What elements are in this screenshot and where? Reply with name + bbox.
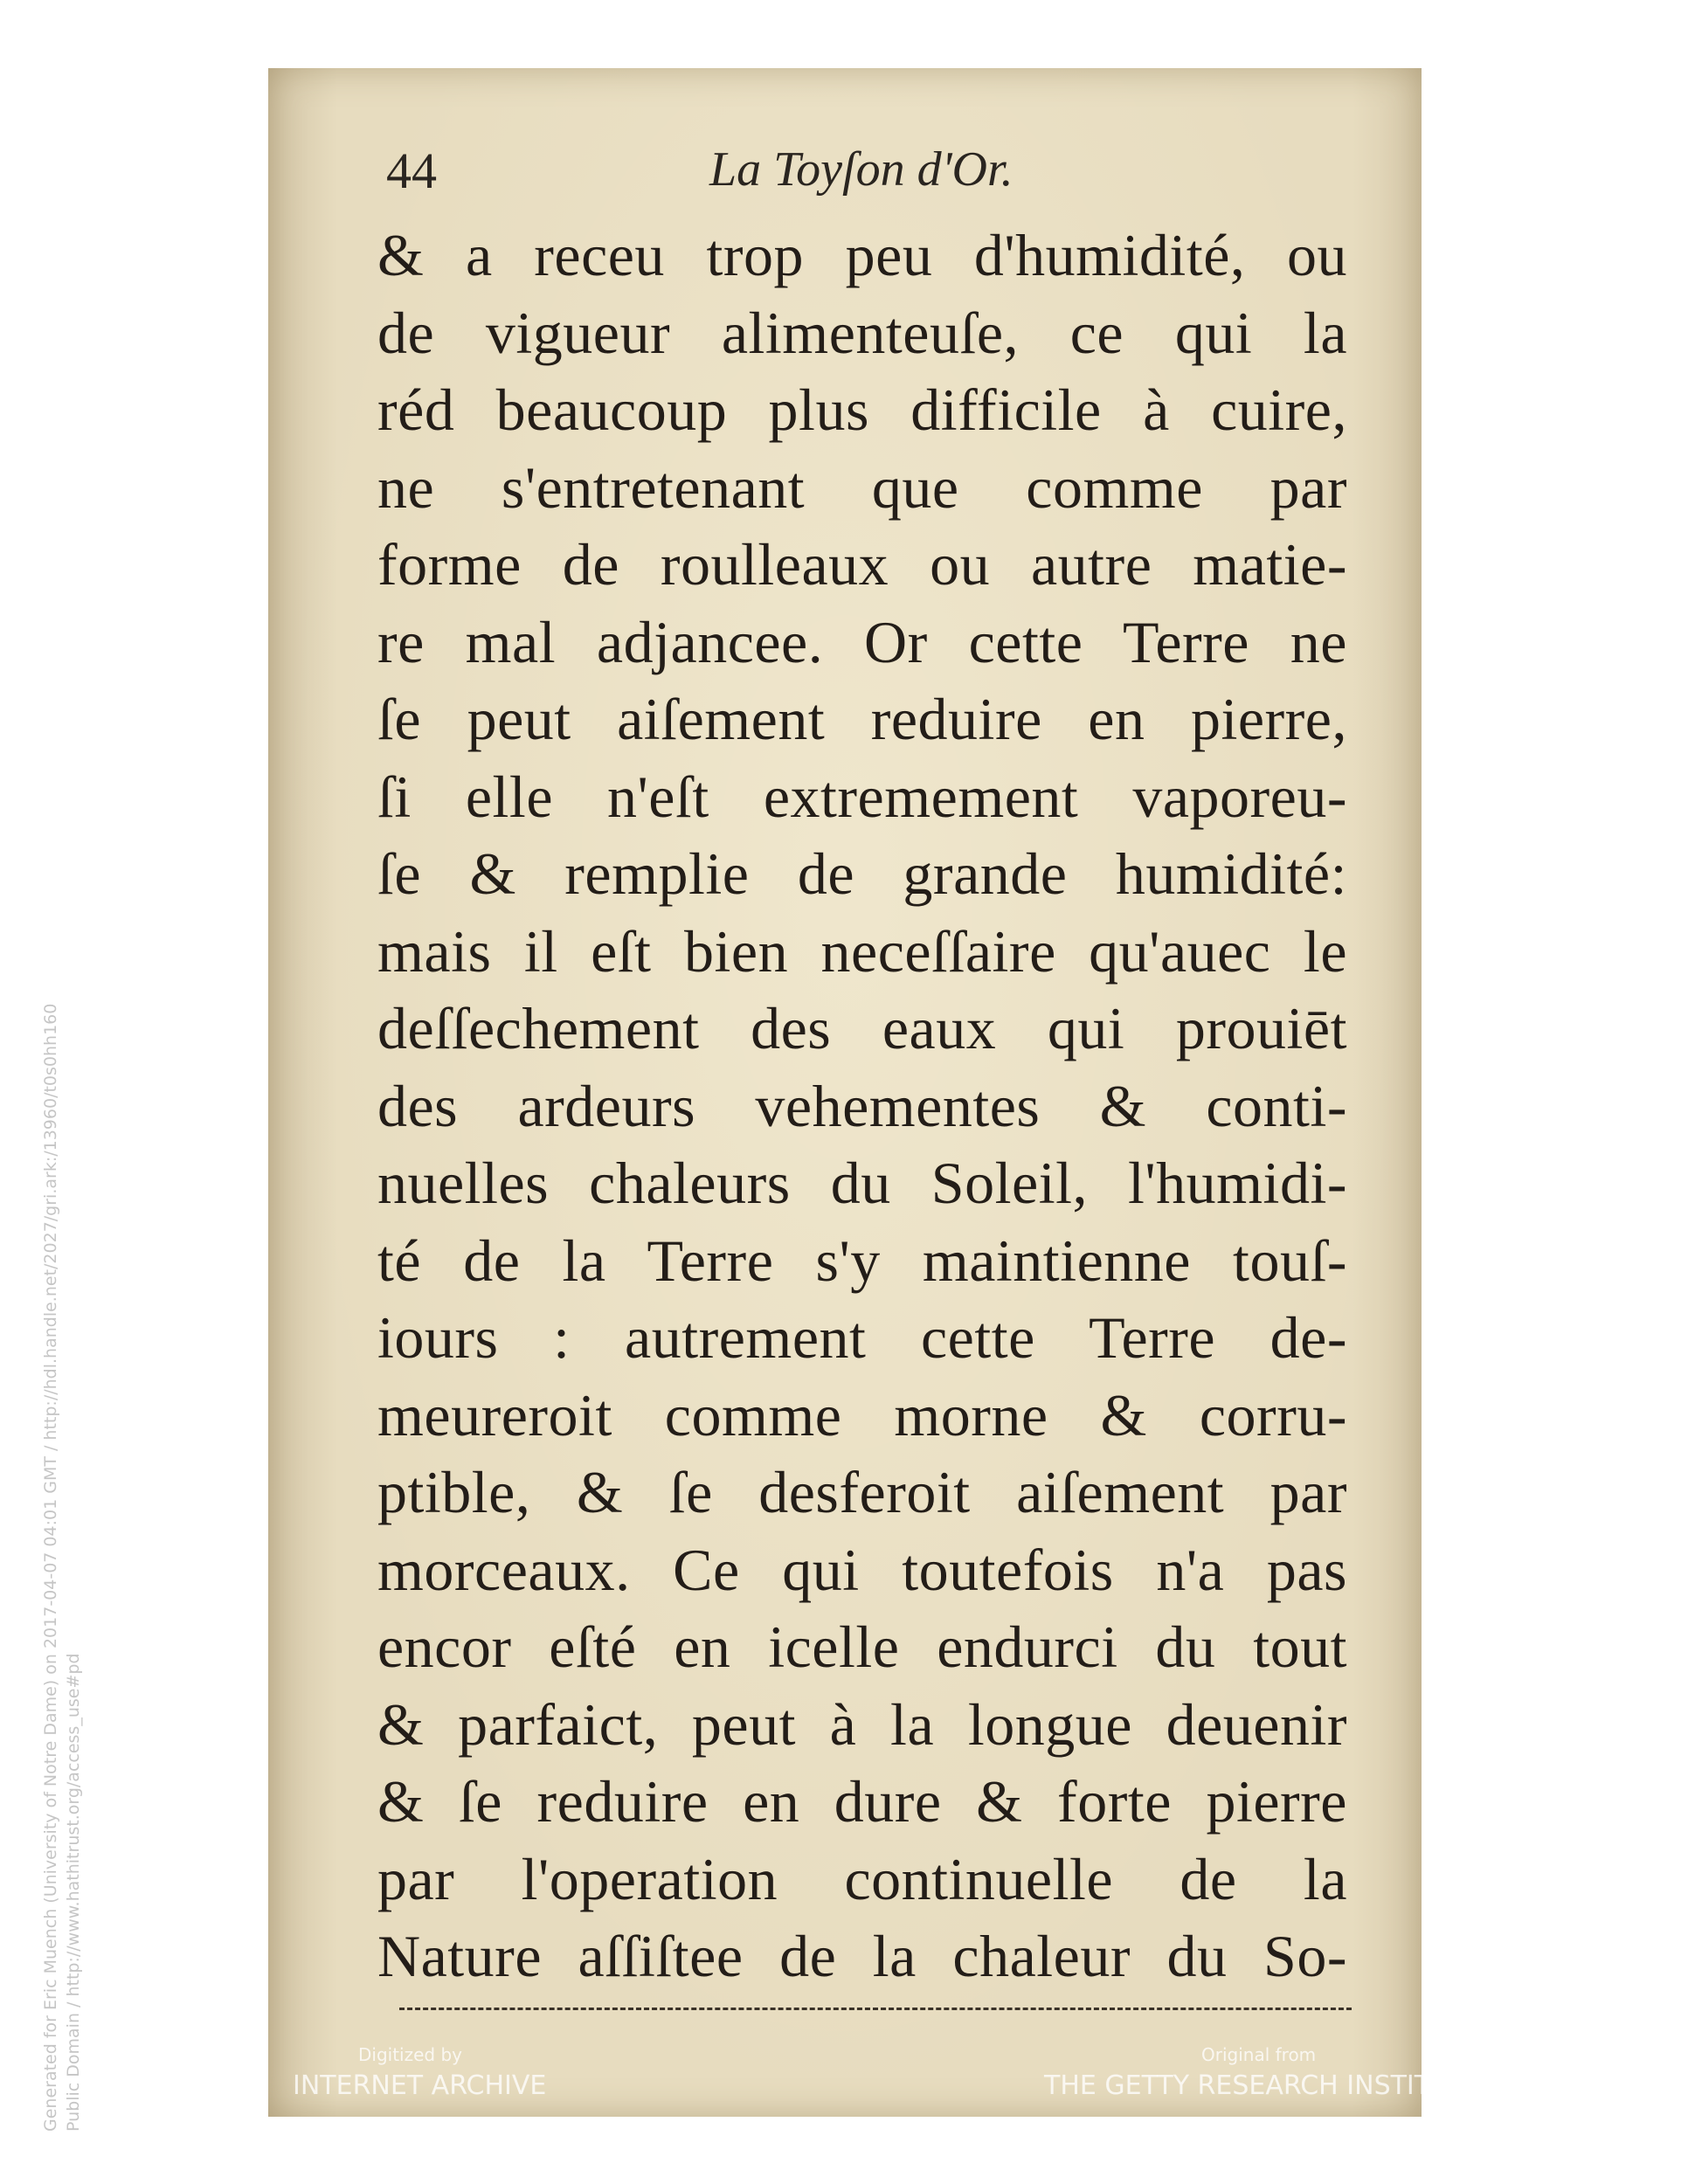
text-line: & parfaict, peut à la longue deuenir [377,1690,1347,1758]
text-line: té de la Terre s'y maintienne touſ- [377,1227,1347,1294]
side-provenance-stamp [39,1004,85,2132]
text-line: ne s'entretenant que comme par [377,453,1347,521]
side-stamp-line: Generated for Eric Muench (University of Notre Dame) on 2017-04-07 04:01 GMT / http://hdl.handle.net/2027/gri.ark:/13960/t0s0hh160 [41,1003,60,2132]
text-line: ptible, & ſe desferoit aiſement par [377,1459,1347,1525]
running-head [268,142,1422,211]
bottom-dashed-rule [399,2008,1352,2010]
text-line: mais il eſt bien neceſſaire qu'auec le [377,917,1347,985]
footer-right-source: THE GETTY RESEARCH INSTITUTE [1044,2070,1483,2101]
text-line: morceaux. Ce qui toutefois n'a pas [377,1536,1347,1603]
text-line: de vigueur alimenteuſe, ce qui la [377,299,1347,366]
text-line: meureroit comme morne & corru- [377,1381,1347,1448]
text-line: Nature aſſiſtee de la chaleur du So- [377,1923,1347,1989]
body-text [377,217,1347,1995]
text-line: réd beaucoup plus difficile à cuire, [377,377,1347,443]
text-line: iours : autrement cette Terre de- [377,1304,1347,1371]
text-line: deſſechement des eaux qui prouiēt [377,995,1347,1061]
text-line: re mal adjancee. Or cette Terre ne [377,608,1347,675]
text-line: par l'operation continuelle de la [377,1845,1347,1912]
text-line: ſi elle n'eſt extremement vaporeu- [377,763,1347,830]
footer-right-caption: Original from [1201,2044,1317,2065]
footer-original-from [1044,2044,1482,2101]
text-line: des ardeurs vehementes & conti- [377,1072,1347,1139]
running-title: La Toyſon d'Or. [709,142,1013,197]
page-number: 44 [386,142,437,199]
text-line: ſe peut aiſement reduire en pierre, [377,686,1347,752]
footer-left-caption: Digitized by [358,2044,462,2065]
text-line: & ſe reduire en dure & forte pierre [377,1768,1347,1835]
text-line: ſe & remplie de grande humidité: [377,840,1347,907]
side-stamp-line: Public Domain / http://www.hathitrust.org/access_use#pd [64,1653,83,2132]
footer-left-source: INTERNET ARCHIVE [293,2070,547,2101]
text-line: forme de roulleaux ou autre matie- [377,531,1347,598]
text-line: nuelles chaleurs du Soleil, l'humidi- [377,1150,1347,1216]
footer-digitized-by [293,2044,546,2101]
scanned-book-page [268,68,1422,2117]
text-line: encor eſté en icelle endurci du tout [377,1614,1347,1680]
text-line: & a receu trop peu d'humidité, ou [377,222,1347,288]
